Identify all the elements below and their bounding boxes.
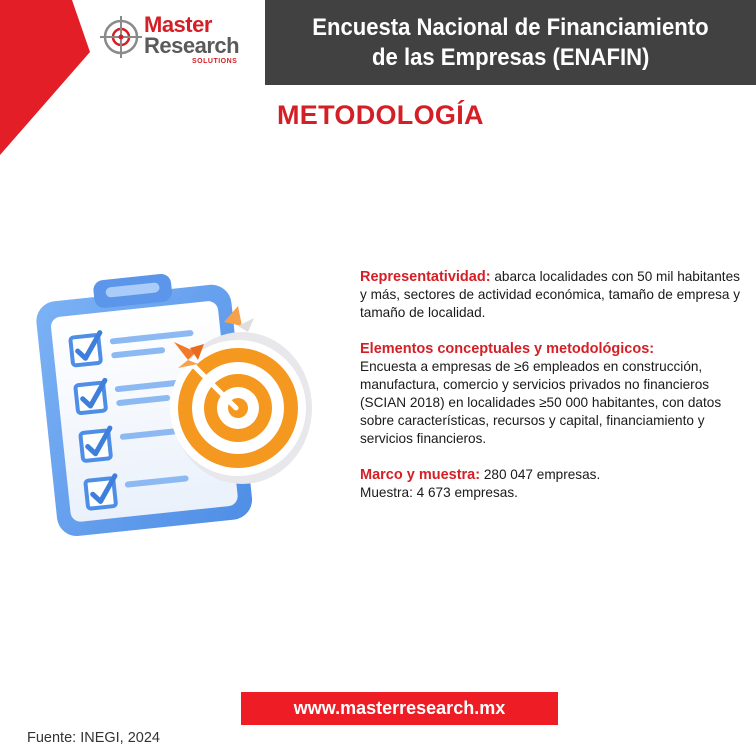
logo-text-research: Research [144,33,240,58]
methodology-text [360,268,744,520]
section-title: METODOLOGÍA [277,100,484,130]
checklist-clipboard-target-icon [28,268,328,538]
muestra-text: Muestra: 4 673 empresas. [360,485,518,500]
logo-text-master: Master [144,12,212,37]
elementos-label: Elementos conceptuales y metodológicos: [360,341,655,357]
crosshair-target-icon [100,16,142,58]
marco-block [360,466,744,502]
logo-text-solutions: SOLUTIONS [192,58,238,65]
header-title-line-2: de las Empresas (ENAFIN) [371,43,650,71]
elementos-text: Encuesta a empresas de ≥6 empleados en construcción, manufactura, comercio y servicios privados no financieros (SCIAN 2018) en localidades ≥50 000 habitantes, con datos sobre características, recursos y capital, financiamiento y servicios financieros. [360,359,722,446]
representatividad-block [360,268,744,322]
header-title-box [265,0,756,85]
marco-label: Marco y muestra: [360,467,481,483]
red-corner-accent [0,0,90,160]
header-title-line-1: Encuesta Nacional de Financiamiento [312,13,709,41]
brand-logo[interactable] [100,12,250,72]
source-note: Fuente: INEGI, 2024 [27,730,160,746]
website-url-button[interactable]: www.masterresearch.mx [241,692,558,725]
elementos-block [360,340,744,448]
marco-text: 280 047 empresas. [480,467,601,482]
representatividad-label: Representatividad: [360,269,491,285]
representatividad-text: abarca localidades con 50 mil habitantes y más, sectores de actividad económica, tamaño de empresa y tamaño de localidad. [360,269,741,320]
